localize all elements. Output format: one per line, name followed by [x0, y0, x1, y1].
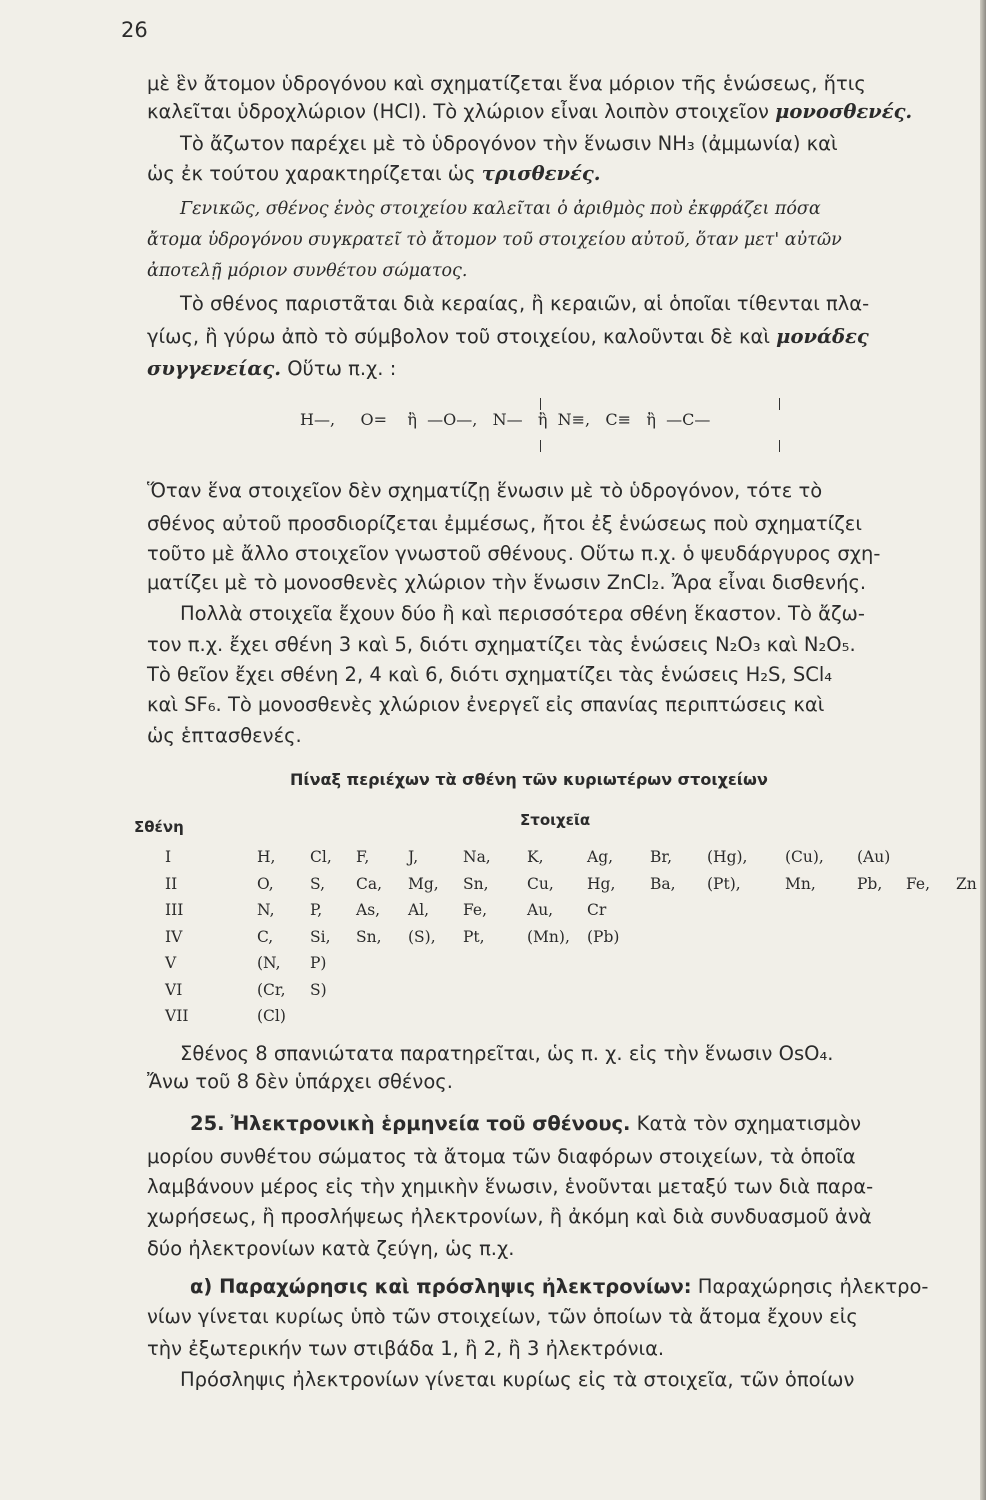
valence-numeral: III — [165, 901, 184, 919]
element-symbol: Cu, — [527, 874, 554, 893]
element-symbol: Zn — [956, 874, 977, 893]
element-symbol: H, — [257, 848, 276, 866]
text-line: χωρήσεως, ἢ προσλήψεως ἠλεκτρονίων, ἢ ἀκόμη καὶ διὰ συνδυασμοῦ ἀνὰ — [147, 1205, 872, 1228]
element-symbol: Au, — [527, 901, 554, 919]
element-symbol: Si, — [310, 927, 331, 946]
valence-numeral: IV — [165, 927, 183, 946]
text-line: τοῦτο μὲ ἄλλο στοιχεῖον γνωστοῦ σθένους. Οὕτω π.χ. ὁ ψευδάργυρος σχη- — [147, 542, 881, 565]
definition-line: ἀποτελῇ μόριον συνθέτου σώματος. — [147, 261, 468, 281]
text-line: ματίζει μὲ τὸ μονοσθενὲς χλώριον τὴν ἕνωσιν ZnCl₂. Ἄρα εἶναι δισθενής. — [147, 571, 867, 594]
element-symbol: J, — [408, 848, 419, 866]
text-line: συγγενείας. Οὕτω π.χ. : — [147, 357, 397, 380]
element-symbol: O, — [257, 874, 274, 893]
text-line: ὡς ἑπτασθενές. — [147, 724, 302, 747]
element-symbol: Pb, — [857, 874, 883, 893]
valence-numeral: VII — [165, 1007, 189, 1025]
valence-numeral: VI — [165, 980, 183, 999]
element-symbol: (Hg), — [707, 848, 748, 866]
element-symbol: S) — [310, 980, 327, 999]
element-symbol: Pt, — [463, 927, 485, 946]
element-symbol: Cl, — [310, 848, 332, 866]
element-symbol: F, — [356, 848, 370, 866]
element-symbol: Br, — [650, 848, 673, 866]
valence-numeral: I — [165, 848, 172, 866]
text-line: λαμβάνουν μέρος εἰς τὴν χημικὴν ἕνωσιν, ἑνοῦνται μεταξύ των διὰ παρα- — [147, 1175, 874, 1198]
element-symbol: Hg, — [587, 874, 616, 893]
element-symbol: (Cr, — [257, 980, 286, 999]
element-symbol: (Mn), — [527, 927, 570, 946]
element-symbol: (Cl) — [257, 1007, 286, 1025]
element-symbol: Al, — [408, 901, 430, 919]
element-symbol: Ba, — [650, 874, 676, 893]
bond-line — [540, 440, 541, 452]
text-line: Τὸ ἄζωτον παρέχει μὲ τὸ ὑδρογόνον τὴν ἕνωσιν NH₃ (ἀμμωνία) καὶ — [180, 132, 838, 155]
text-line: Πολλὰ στοιχεῖα ἔχουν δύο ἢ καὶ περισσότερα σθένη ἕκαστον. Τὸ ἄζω- — [180, 602, 865, 625]
page-number: 26 — [121, 18, 148, 42]
element-symbol: P) — [310, 954, 327, 972]
element-symbol: (Au) — [857, 848, 891, 866]
definition-line: Γενικῶς, σθένος ἑνὸς στοιχείου καλεῖται ὁ ἀριθμὸς ποὺ ἐκφράζει πόσα — [180, 199, 821, 219]
text-line: Ἄνω τοῦ 8 δὲν ὑπάρχει σθένος. — [147, 1070, 453, 1093]
element-symbol: Ca, — [356, 874, 383, 893]
text-line: γίως, ἢ γύρω ἀπὸ τὸ σύμβολον τοῦ στοιχείου, καλοῦνται δὲ καὶ μονάδες — [147, 325, 869, 348]
text-line: καλεῖται ὑδροχλώριον (HCl). Τὸ χλώριον εἶναι λοιπὸν στοιχεῖον μονοσθενές. — [147, 100, 913, 123]
text-line: Τὸ θεῖον ἔχει σθένη 2, 4 καὶ 6, διότι σχηματίζει τὰς ἑνώσεις H₂S, SCl₄ — [147, 663, 833, 686]
text-line: δύο ἠλεκτρονίων κατὰ ζεύγη, ὡς π.χ. — [147, 1237, 515, 1260]
element-symbol: Sn, — [356, 927, 382, 946]
table-header-valence: Σθένη — [134, 818, 184, 836]
valence-numeral: II — [165, 874, 178, 893]
element-symbol: Mg, — [408, 874, 439, 893]
text-line: μορίου συνθέτου σώματος τὰ ἄτομα τῶν διαφόρων στοιχείων, τὰ ὁποῖα — [147, 1145, 856, 1168]
element-symbol: Fe, — [463, 901, 488, 919]
section-heading: 25. Ἠλεκτρονικὴ ἑρμηνεία τοῦ σθένους. Κατὰ τὸν σχηματισμὸν — [190, 1112, 862, 1135]
bond-line — [779, 440, 780, 452]
valence-formula: H—, O= ἢ —O—, N— ἢ N≡, C≡ ἢ —C— — [300, 410, 711, 429]
text-line: ὡς ἐκ τούτου χαρακτηρίζεται ὡς τρισθενές. — [147, 162, 601, 185]
text-line: νίων γίνεται κυρίως ὑπὸ τῶν στοιχείων, τῶν ὁποίων τὰ ἄτομα ἔχουν εἰς — [147, 1305, 858, 1328]
element-symbol: Na, — [463, 848, 491, 866]
table-title: Πίναξ περιέχων τὰ σθένη τῶν κυριωτέρων στοιχείων — [290, 770, 768, 789]
element-symbol: (Pb) — [587, 927, 620, 946]
text-line: Τὸ σθένος παριστᾶται διὰ κεραίας, ἢ κεραιῶν, αἱ ὁποῖαι τίθενται πλα- — [180, 292, 870, 315]
element-symbol: (N, — [257, 954, 281, 972]
subsection-heading: α) Παραχώρησις καὶ πρόσληψις ἠλεκτρονίων: Παραχώρησις ἠλεκτρο- — [190, 1275, 929, 1298]
element-symbol: Fe, — [906, 874, 931, 893]
text-line: σθένος αὐτοῦ προσδιορίζεται ἐμμέσως, ἤτοι ἐξ ἑνώσεως ποὺ σχηματίζει — [147, 512, 862, 535]
element-symbol: As, — [356, 901, 381, 919]
text-line: Πρόσληψις ἠλεκτρονίων γίνεται κυρίως εἰς τὰ στοιχεῖα, τῶν ὁποίων — [180, 1368, 855, 1391]
text-line: τον π.χ. ἔχει σθένη 3 καὶ 5, διότι σχηματίζει τὰς ἑνώσεις N₂O₃ καὶ N₂O₅. — [147, 633, 856, 656]
text-line: τὴν ἐξωτερικήν των στιβάδα 1, ἢ 2, ἢ 3 ἠλεκτρόνια. — [147, 1337, 665, 1360]
bond-line — [779, 398, 780, 410]
section-number: 25. — [190, 1112, 225, 1135]
bond-line — [540, 398, 541, 410]
valence-numeral: V — [165, 954, 177, 972]
text-line: Ὅταν ἕνα στοιχεῖον δὲν σχηματίζῃ ἕνωσιν μὲ τὸ ὑδρογόνον, τότε τὸ — [147, 479, 823, 502]
text-line: καὶ SF₆. Τὸ μονοσθενὲς χλώριον ἐνεργεῖ εἰς σπανίας περιπτώσεις καὶ — [147, 693, 825, 716]
element-symbol: Sn, — [463, 874, 489, 893]
subsection-title: α) Παραχώρησις καὶ πρόσληψις ἠλεκτρονίων: — [190, 1275, 692, 1298]
section-title: Ἠλεκτρονικὴ ἑρμηνεία τοῦ σθένους. — [230, 1112, 631, 1135]
definition-line: ἄτομα ὑδρογόνου συγκρατεῖ τὸ ἄτομον τοῦ στοιχείου αὐτοῦ, ὅταν μετ' αὐτῶν — [147, 230, 842, 250]
text-line: μὲ ἓν ἄτομον ὑδρογόνου καὶ σχηματίζεται ἕνα μόριον τῆς ἑνώσεως, ἥτις — [147, 72, 866, 95]
element-symbol: (Cu), — [785, 848, 824, 866]
element-symbol: (S), — [408, 927, 436, 946]
element-symbol: C, — [257, 927, 274, 946]
element-symbol: N, — [257, 901, 275, 919]
element-symbol: Cr — [587, 901, 607, 919]
element-symbol: Ag, — [587, 848, 614, 866]
element-symbol: Mn, — [785, 874, 816, 893]
element-symbol: S, — [310, 874, 325, 893]
element-symbol: K, — [527, 848, 544, 866]
table-header-elements: Στοιχεῖα — [520, 811, 591, 829]
element-symbol: P, — [310, 901, 323, 919]
element-symbol: (Pt), — [707, 874, 741, 893]
text-line: Σθένος 8 σπανιώτατα παρατηρεῖται, ὡς π. χ. εἰς τὴν ἕνωσιν OsO₄. — [180, 1042, 834, 1065]
